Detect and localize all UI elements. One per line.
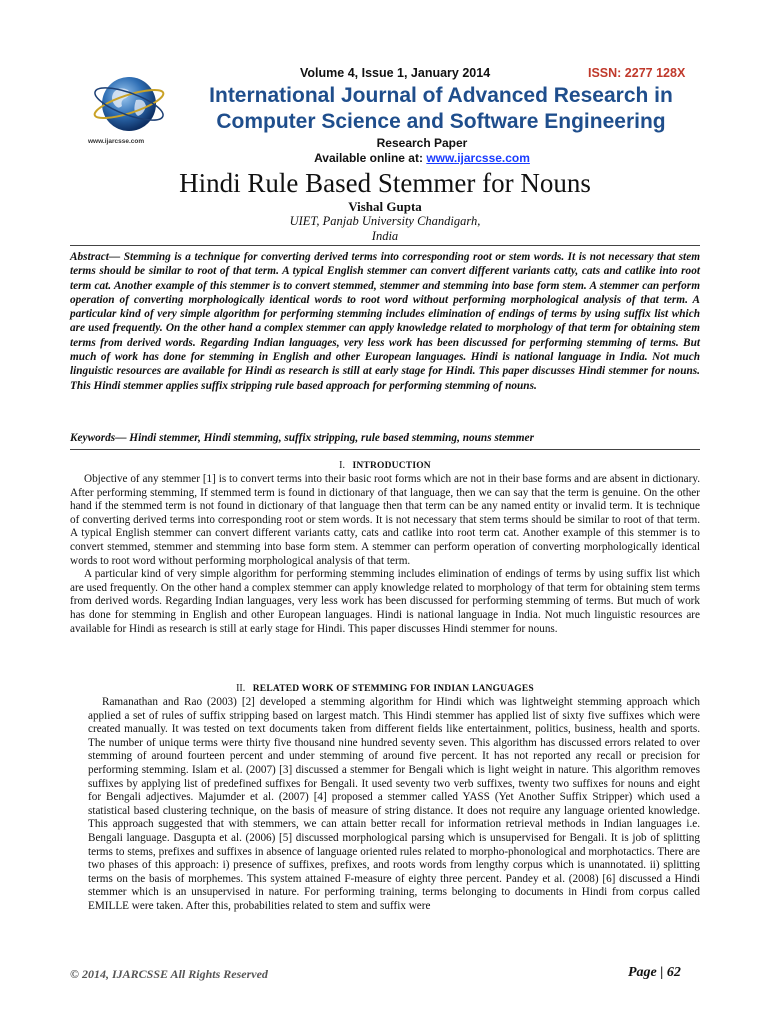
journal-website-link[interactable]: www.ijarcsse.com (426, 151, 530, 165)
available-prefix: Available online at: (314, 151, 427, 165)
introduction-body (70, 473, 700, 636)
footer-copyright: © 2014, IJARCSSE All Rights Reserved (70, 967, 268, 981)
related-work-body (88, 696, 700, 914)
section-heading-introduction (70, 460, 700, 471)
journal-title-line1: International Journal of Advanced Research in (209, 84, 673, 107)
paragraph: A particular kind of very simple algorithm for performing stemming includes elimination of endings of terms by using suffix list which are used frequently. On the other hand a complex stemmer can apply knowledge related to morphology of that term for obtaining stem terms from derived words. Regarding Indian languages, very less work has been discussed for performing stemming of terms. But much of work has done for stemming in English and other European languages. Hindi is national language in India. Not much linguistic resources are available for Hindi as research is still at early stage for Hindi. This paper discusses Hindi stemmer for nouns. (70, 568, 700, 635)
page-number: Page | 62 (628, 965, 681, 980)
author-name: Vishal Gupta (348, 199, 422, 214)
paper-type: Research Paper (376, 136, 468, 150)
volume-info: Volume 4, Issue 1, January 2014 (300, 66, 491, 80)
issn: ISSN: 2277 128X (588, 66, 686, 80)
journal-logo (84, 70, 174, 152)
logo-url: www.ijarcsse.com (88, 138, 145, 145)
keywords: Keywords— Hindi stemmer, Hindi stemming, suffix stripping, rule based stemming, nouns stemmer (70, 432, 534, 444)
affiliation-line2: India (371, 229, 399, 243)
abstract: Abstract— Stemming is a technique for converting derived terms into corresponding root or stem words. It is not necessary that stem terms should be similar to root of that term. A typical English stemmer can convert different variants catty, cats and catlike into root term cat. Another example of this stemmer is to convert stemmed, stemmer and stemming into base form stem. A stemmer can perform operation of converting morphologically identical words to root word without performing morphological analysis of that term. A particular kind of very simple algorithm for performing stemming includes elimination of endings of terms by using suffix list which are used frequently. On the other hand a complex stemmer can apply knowledge related to morphology of that term for obtaining stem terms from derived words. Regarding Indian languages, very less work has been discussed for performing stemming of terms. But much of work has done for stemming in English and other European languages. Hindi is national language in India. Not much linguistic resources are available for Hindi as research is still at early stage for Hindi. This paper discusses Hindi stemmer for nouns. This Hindi stemmer applies suffix stripping rule based approach for performing stemming of nouns. (70, 251, 700, 392)
journal-title-line2: Computer Science and Software Engineering (216, 110, 666, 133)
paper-title: Hindi Rule Based Stemmer for Nouns (179, 168, 591, 198)
section-number: I. (339, 460, 345, 471)
section-heading-related-work (70, 683, 700, 694)
paragraph: Objective of any stemmer [1] is to convert terms into their basic root forms which are not in their base forms and are absent in dictionary. After performing stemming, If stemmed term is found in dictionary of that language, then we can say that the term is genuine. On the other hand if the stemmed term is not found in dictionary of that language then that term can be any named entity or invalid term. It is technique of converting derived terms into corresponding root or stem words. It is not necessary that stem terms should be similar to root of that term. A typical English stemmer can convert different variants catty, cats and catlike into root term cat. Another example of this stemmer is to convert stemmed, stemmer and stemming into base form stem. A stemmer can perform operation of converting morphologically identical words to root word without performing morphological analysis of that term. (70, 473, 700, 567)
divider (70, 245, 700, 246)
available-online (192, 151, 652, 165)
section-title: INTRODUCTION (352, 461, 431, 471)
section-title: RELATED WORK OF STEMMING FOR INDIAN LANGUAGES (252, 684, 534, 694)
paragraph: Ramanathan and Rao (2003) [2] developed a stemming algorithm for Hindi which was lightweight stemming approach which applied a set of rules of suffix stripping based on largest match. This Hindi stemmer has applied list of sixty five suffixes which were created manually. It was tested on text documents taken from different fields like entertainment, politics, business, health and sports. The number of unique terms were thirty five thousand nine hundred seventy seven. This algorithm has discussed errors related to over stemming of around fourteen percent and under stemming of around five percent. It has not reported any recall or precision for performing stemming. Islam et al. (2007) [3] discussed a stemmer for Bengali which is light weight in nature. This algorithm removes suffixes by applying list of predefined suffixes for Bengali. It used seventy two verb suffixes, twenty two suffixes for nouns and eight for Bengali adjectives. Majumder et al. (2007) [4] proposed a stemmer called YASS (Yet Another Suffix Stripper) which used a statistical based clustering technique, on the basis of measure of string distance. It does not require any language oriented knowledge. This approach suggested that with stemmers, we can attain better recall for information retrieval methods in Indian languages i.e. Bengali language. Dasgupta et al. (2006) [5] discussed morphological parsing which is unsupervised for Bengali. It is job of splitting terms to stems, prefixes and suffixes in absence of language oriented rules related to morpho-phonological and morphotactics. There are two phases of this approach: i) presence of suffixes, prefixes, and roots words from lengthy corpus which is unannotated. ii) splitting terms on the basis of morphemes. This system attained F-measure of eighty three percent. Pandey et al. (2008) [6] discussed a Hindi stemmer which is an unsupervised in nature. For performing training, terms belonging to documents in Hindi from corpus called EMILLE were taken. After this, probabilities related to stem and suffix were (88, 696, 700, 912)
divider (70, 449, 700, 450)
affiliation-line1: UIET, Panjab University Chandigarh, (289, 214, 481, 228)
section-number: II. (236, 683, 246, 694)
